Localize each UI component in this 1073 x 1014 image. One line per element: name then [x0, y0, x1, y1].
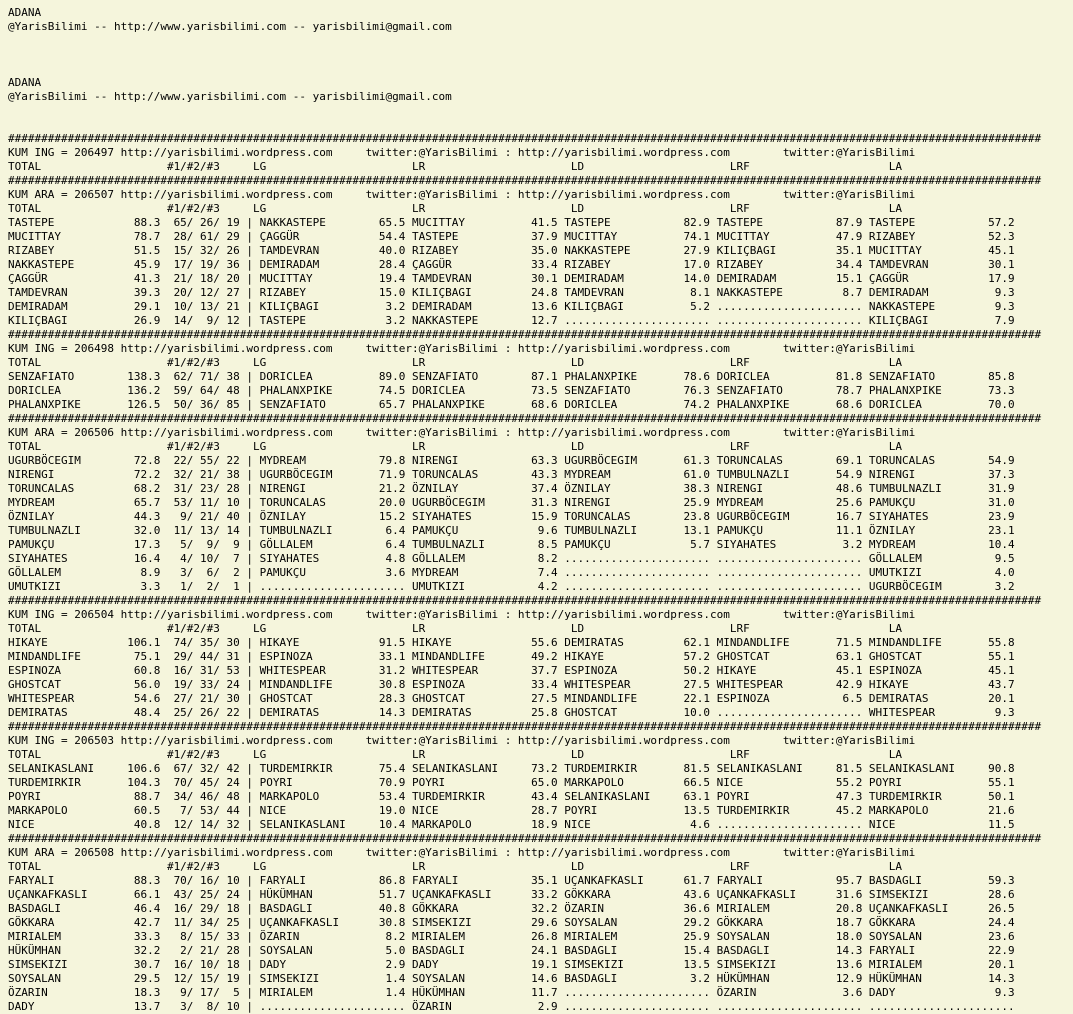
result-row: ÖZNILAY 44.3 9/ 21/ 40 | ÖZNILAY 15.2 SIYAHATES 15.9 TORUNCALAS 23.8 UGURBÖCEGIM 16.7 SIYAHATES 23.9: [8, 510, 1015, 523]
result-row: MIRIALEM 33.3 8/ 15/ 33 | ÖZARIN 8.2 MIRIALEM 26.8 MIRIALEM 25.9 SOYSALAN 18.0 SOYSALAN 23.6: [8, 930, 1015, 943]
result-row: FARYALI 88.3 70/ 16/ 10 | FARYALI 86.8 FARYALI 35.1 UÇANKAFKASLI 61.7 FARYALI 95.7 BASDAGLI 59.3: [8, 874, 1015, 887]
separator-line: ############################################################################################################################################################: [8, 328, 1042, 341]
race-header-line: KUM ING = 206497 http://yarisbilimi.wordpress.com twitter:@YarisBilimi : http://yarisbilimi.wordpress.com twitter:@YarisBilimi: [8, 146, 916, 159]
city-title: ADANA: [8, 76, 42, 89]
result-row: SELANIKASLANI 106.6 67/ 32/ 42 | TURDEMIRKIR 75.4 SELANIKASLANI 73.2 TURDEMIRKIR 81.5 SELANIKASLANI 81.5 SELANIKASLANI 90.8: [8, 762, 1015, 775]
contact-line: @YarisBilimi -- http://www.yarisbilimi.com -- yarisbilimi@gmail.com: [8, 90, 452, 103]
result-row: SIMSEKIZI 30.7 16/ 10/ 18 | DADY 2.9 DADY 19.1 SIMSEKIZI 13.5 SIMSEKIZI 13.6 MIRIALEM 20.1: [8, 958, 1015, 971]
result-row: MUCITTAY 78.7 28/ 61/ 29 | ÇAGGÜR 54.4 TASTEPE 37.9 MUCITTAY 74.1 MUCITTAY 47.9 RIZABEY 52.3: [8, 230, 1015, 243]
result-row: GÖLLALEM 8.9 3/ 6/ 2 | PAMUKÇU 3.6 MYDREAM 7.4 ...................... ...................... UMUTKIZI 4.0: [8, 566, 1015, 579]
result-row: UMUTKIZI 3.3 1/ 2/ 1 | ...................... UMUTKIZI 4.2 ...................... ...................... UGURBÖCEGIM 3.2: [8, 580, 1015, 593]
contact-line: @YarisBilimi -- http://www.yarisbilimi.com -- yarisbilimi@gmail.com: [8, 20, 452, 33]
result-row: MARKAPOLO 60.5 7/ 53/ 44 | NICE 19.0 NICE 28.7 POYRI 13.5 TURDEMIRKIR 45.2 MARKAPOLO 21.6: [8, 804, 1015, 817]
separator-line: ############################################################################################################################################################: [8, 412, 1042, 425]
race-header-line: KUM ING = 206503 http://yarisbilimi.wordpress.com twitter:@YarisBilimi : http://yarisbilimi.wordpress.com twitter:@YarisBilimi: [8, 734, 916, 747]
result-row: SIYAHATES 16.4 4/ 10/ 7 | SIYAHATES 4.8 GÖLLALEM 8.2 ...................... ...................... GÖLLALEM 9.5: [8, 552, 1015, 565]
separator-line: ############################################################################################################################################################: [8, 174, 1042, 187]
result-row: TORUNCALAS 68.2 31/ 23/ 28 | NIRENGI 21.2 ÖZNILAY 37.4 ÖZNILAY 38.3 NIRENGI 48.6 TUMBULNAZLI 31.9: [8, 482, 1015, 495]
result-row: NICE 40.8 12/ 14/ 32 | SELANIKASLANI 10.4 MARKAPOLO 18.9 NICE 4.6 ...................... NICE 11.5: [8, 818, 1015, 831]
column-header-line: TOTAL #1/#2/#3 LG LR LD LRF LA: [8, 860, 903, 873]
result-row: SENZAFIATO 138.3 62/ 71/ 38 | DORICLEA 89.0 SENZAFIATO 87.1 PHALANXPIKE 78.6 DORICLEA 81.8 SENZAFIATO 85.8: [8, 370, 1015, 383]
result-row: UGURBÖCEGIM 72.8 22/ 55/ 22 | MYDREAM 79.8 NIRENGI 63.3 UGURBÖCEGIM 61.3 TORUNCALAS 69.1 TORUNCALAS 54.9: [8, 454, 1015, 467]
result-row: DADY 13.7 3/ 8/ 10 | ...................... ÖZARIN 2.9 ...................... ...................... ......................: [8, 1000, 1015, 1013]
blank-line: [8, 62, 1073, 76]
separator-line: ############################################################################################################################################################: [8, 594, 1042, 607]
race-header-line: KUM ARA = 206508 http://yarisbilimi.wordpress.com twitter:@YarisBilimi : http://yarisbilimi.wordpress.com twitter:@YarisBilimi: [8, 846, 916, 859]
race-header-line: KUM ARA = 206507 http://yarisbilimi.wordpress.com twitter:@YarisBilimi : http://yarisbilimi.wordpress.com twitter:@YarisBilimi: [8, 188, 916, 201]
result-row: ESPINOZA 60.8 16/ 31/ 53 | WHITESPEAR 31.2 WHITESPEAR 37.7 ESPINOZA 50.2 HIKAYE 45.1 ESPINOZA 45.1: [8, 664, 1015, 677]
result-row: TASTEPE 88.3 65/ 26/ 19 | NAKKASTEPE 65.5 MUCITTAY 41.5 TASTEPE 82.9 TASTEPE 87.9 TASTEPE 57.2: [8, 216, 1015, 229]
city-title: ADANA: [8, 6, 42, 19]
blank-line: [8, 34, 1073, 48]
result-row: GHOSTCAT 56.0 19/ 33/ 24 | MINDANDLIFE 30.8 ESPINOZA 33.4 WHITESPEAR 27.5 WHITESPEAR 42.9 HIKAYE 43.7: [8, 678, 1015, 691]
column-header-line: TOTAL #1/#2/#3 LG LR LD LRF LA: [8, 748, 903, 761]
race-header-line: KUM ING = 206504 http://yarisbilimi.wordpress.com twitter:@YarisBilimi : http://yarisbilimi.wordpress.com twitter:@YarisBilimi: [8, 608, 916, 621]
result-row: PAMUKÇU 17.3 5/ 9/ 9 | GÖLLALEM 6.4 TUMBULNAZLI 8.5 PAMUKÇU 5.7 SIYAHATES 3.2 MYDREAM 10.4: [8, 538, 1015, 551]
result-row: HÜKÜMHAN 32.2 2/ 21/ 28 | SOYSALAN 5.0 BASDAGLI 24.1 BASDAGLI 15.4 BASDAGLI 14.3 FARYALI 22.9: [8, 944, 1015, 957]
result-row: DEMIRADAM 29.1 10/ 13/ 21 | KILIÇBAGI 3.2 DEMIRADAM 13.6 KILIÇBAGI 5.2 ...................... NAKKASTEPE 9.3: [8, 300, 1015, 313]
result-row: PHALANXPIKE 126.5 50/ 36/ 85 | SENZAFIATO 65.7 PHALANXPIKE 68.6 DORICLEA 74.2 PHALANXPIKE 68.6 DORICLEA 70.0: [8, 398, 1015, 411]
result-row: RIZABEY 51.5 15/ 32/ 26 | TAMDEVRAN 40.0 RIZABEY 35.0 NAKKASTEPE 27.9 KILIÇBAGI 35.1 MUCITTAY 45.1: [8, 244, 1015, 257]
blank-line: [8, 104, 1073, 118]
race-header-line: KUM ING = 206498 http://yarisbilimi.wordpress.com twitter:@YarisBilimi : http://yarisbilimi.wordpress.com twitter:@YarisBilimi: [8, 342, 916, 355]
result-row: WHITESPEAR 54.6 27/ 21/ 30 | GHOSTCAT 28.3 GHOSTCAT 27.5 MINDANDLIFE 22.1 ESPINOZA 6.5 DEMIRATAS 20.1: [8, 692, 1015, 705]
column-header-line: TOTAL #1/#2/#3 LG LR LD LRF LA: [8, 622, 903, 635]
result-row: DEMIRATAS 48.4 25/ 26/ 22 | DEMIRATAS 14.3 DEMIRATAS 25.8 GHOSTCAT 10.0 ...................... WHITESPEAR 9.3: [8, 706, 1015, 719]
result-row: HIKAYE 106.1 74/ 35/ 30 | HIKAYE 91.5 HIKAYE 55.6 DEMIRATAS 62.1 MINDANDLIFE 71.5 MINDANDLIFE 55.8: [8, 636, 1015, 649]
result-row: BASDAGLI 46.4 16/ 29/ 18 | BASDAGLI 40.8 GÖKKARA 32.2 ÖZARIN 36.6 MIRIALEM 20.8 UÇANKAFKASLI 26.5: [8, 902, 1015, 915]
result-row: MINDANDLIFE 75.1 29/ 44/ 31 | ESPINOZA 33.1 MINDANDLIFE 49.2 HIKAYE 57.2 GHOSTCAT 63.1 GHOSTCAT 55.1: [8, 650, 1015, 663]
result-row: MYDREAM 65.7 53/ 11/ 10 | TORUNCALAS 20.0 UGURBÖCEGIM 31.3 NIRENGI 25.9 MYDREAM 25.6 PAMUKÇU 31.0: [8, 496, 1015, 509]
result-row: ÖZARIN 18.3 9/ 17/ 5 | MIRIALEM 1.4 HÜKÜMHAN 11.7 ...................... ÖZARIN 3.6 DADY 9.3: [8, 986, 1015, 999]
separator-line: ############################################################################################################################################################: [8, 132, 1042, 145]
result-row: KILIÇBAGI 26.9 14/ 9/ 12 | TASTEPE 3.2 NAKKASTEPE 12.7 ...................... ...................... KILIÇBAGI 7.9: [8, 314, 1015, 327]
result-row: TAMDEVRAN 39.3 20/ 12/ 27 | RIZABEY 15.0 KILIÇBAGI 24.8 TAMDEVRAN 8.1 NAKKASTEPE 8.7 DEMIRADAM 9.3: [8, 286, 1015, 299]
separator-line: ############################################################################################################################################################: [8, 832, 1042, 845]
result-row: UÇANKAFKASLI 66.1 43/ 25/ 24 | HÜKÜMHAN 51.7 UÇANKAFKASLI 33.2 GÖKKARA 43.6 UÇANKAFKASLI 31.6 SIMSEKIZI 28.6: [8, 888, 1015, 901]
race-header-line: KUM ARA = 206506 http://yarisbilimi.wordpress.com twitter:@YarisBilimi : http://yarisbilimi.wordpress.com twitter:@YarisBilimi: [8, 426, 916, 439]
result-row: ÇAGGÜR 41.3 21/ 18/ 20 | MUCITTAY 19.4 TAMDEVRAN 30.1 DEMIRADAM 14.0 DEMIRADAM 15.1 ÇAGGÜR 17.9: [8, 272, 1015, 285]
column-header-line: TOTAL #1/#2/#3 LG LR LD LRF LA: [8, 356, 903, 369]
result-row: GÖKKARA 42.7 11/ 34/ 25 | UÇANKAFKASLI 30.8 SIMSEKIZI 29.6 SOYSALAN 29.2 GÖKKARA 18.7 GÖKKARA 24.4: [8, 916, 1015, 929]
result-row: TUMBULNAZLI 32.0 11/ 13/ 14 | TUMBULNAZLI 6.4 PAMUKÇU 9.6 TUMBULNAZLI 13.1 PAMUKÇU 11.1 ÖZNILAY 23.1: [8, 524, 1015, 537]
result-row: NAKKASTEPE 45.9 17/ 19/ 36 | DEMIRADAM 28.4 ÇAGGÜR 33.4 RIZABEY 17.0 RIZABEY 34.4 TAMDEVRAN 30.1: [8, 258, 1015, 271]
result-row: TURDEMIRKIR 104.3 70/ 45/ 24 | POYRI 70.9 POYRI 65.0 MARKAPOLO 66.5 NICE 55.2 POYRI 55.1: [8, 776, 1015, 789]
column-header-line: TOTAL #1/#2/#3 LG LR LD LRF LA: [8, 202, 903, 215]
column-header-line: TOTAL #1/#2/#3 LG LR LD LRF LA: [8, 440, 903, 453]
result-row: DORICLEA 136.2 59/ 64/ 48 | PHALANXPIKE 74.5 DORICLEA 73.5 SENZAFIATO 76.3 SENZAFIATO 78.7 PHALANXPIKE 73.3: [8, 384, 1015, 397]
result-row: POYRI 88.7 34/ 46/ 48 | MARKAPOLO 53.4 TURDEMIRKIR 43.4 SELANIKASLANI 63.1 POYRI 47.3 TURDEMIRKIR 50.1: [8, 790, 1015, 803]
separator-line: ############################################################################################################################################################: [8, 720, 1042, 733]
blank-line: [8, 48, 1073, 62]
result-row: NIRENGI 72.2 32/ 21/ 38 | UGURBÖCEGIM 71.9 TORUNCALAS 43.3 MYDREAM 61.0 TUMBULNAZLI 54.9 NIRENGI 37.3: [8, 468, 1015, 481]
column-header-line: TOTAL #1/#2/#3 LG LR LD LRF LA: [8, 160, 903, 173]
result-row: SOYSALAN 29.5 12/ 15/ 19 | SIMSEKIZI 1.4 SOYSALAN 14.6 BASDAGLI 3.2 HÜKÜMHAN 12.9 HÜKÜMHAN 14.3: [8, 972, 1015, 985]
blank-line: [8, 118, 1073, 132]
